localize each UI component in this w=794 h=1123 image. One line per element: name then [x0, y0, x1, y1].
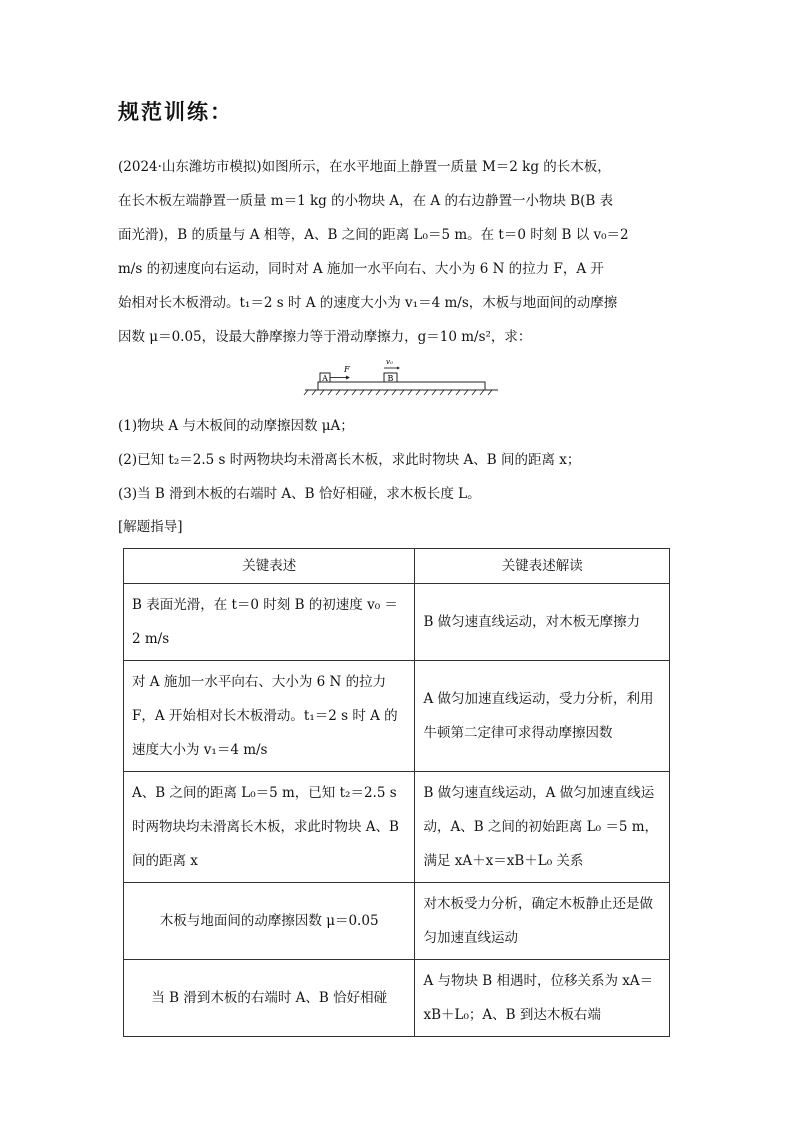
- block-a-label: A: [322, 374, 328, 383]
- block-b-label: B: [387, 374, 394, 383]
- velocity-label: v₀: [386, 358, 393, 366]
- table-row: [124, 661, 670, 772]
- force-arrowhead: [346, 376, 350, 380]
- question-3: (3)当 B 滑到木板的右端时 A、B 恰好相碰，求木板长度 L。: [118, 486, 481, 502]
- section-heading: 规范训练：: [118, 100, 233, 124]
- table-cell: 当 B 滑到木板的右端时 A、B 恰好相碰: [124, 960, 415, 1037]
- table-header: 关键表述: [124, 549, 415, 584]
- table-cell: 木板与地面间的动摩擦因数 μ＝0.05: [124, 883, 415, 960]
- question-1: (1)物块 A 与木板间的动摩擦因数 μA；: [118, 418, 354, 434]
- table-header: 关键表述解读: [415, 549, 670, 584]
- ground-hatch: [304, 390, 492, 395]
- table-header-row: [124, 549, 670, 584]
- problem-statement: [118, 150, 678, 354]
- table-cell: 对 A 施加一水平向右、大小为 6 N 的拉力 F，A 开始相对长木板滑动。t₁＝2 s 时 A 的速度大小为 v₁＝4 m/s: [124, 661, 415, 772]
- table-cell: A、B 之间的距离 L₀＝5 m，已知 t₂＝2.5 s 时两物块均未滑离长木板，求此时物块 A、B 间的距离 x: [124, 772, 415, 883]
- force-label: F: [344, 365, 350, 374]
- table-cell: B 做匀速直线运动，A 做匀加速直线运动，A、B 之间的初始距离 L₀ ＝5 m，满足 xA＋x＝xB＋L₀ 关系: [415, 772, 670, 883]
- guide-table: [123, 548, 670, 1037]
- long-board: [318, 382, 485, 390]
- guide-label: [解题指导]: [118, 519, 183, 535]
- physics-figure: [300, 355, 500, 400]
- problem-line: 在长木板左端静置一质量 m＝1 kg 的小物块 A，在 A 的右边静置一小物块 B(B 表: [118, 193, 614, 209]
- table-row: [124, 883, 670, 960]
- table-row: [124, 772, 670, 883]
- problem-line: 因数 μ＝0.05，设最大静摩擦力等于滑动摩擦力，g＝10 m/s²，求：: [118, 329, 532, 345]
- table-row: [124, 584, 670, 661]
- velocity-arrowhead: [397, 367, 400, 370]
- question-2: (2)已知 t₂＝2.5 s 时两物块均未滑离长木板，求此时物块 A、B 间的距离 x；: [118, 452, 581, 468]
- problem-line: m/s 的初速度向右运动，同时对 A 施加一水平向右、大小为 6 N 的拉力 F，A 开: [118, 261, 604, 277]
- table-cell: 对木板受力分析，确定木板静止还是做匀加速直线运动: [415, 883, 670, 960]
- table-cell: B 做匀速直线运动，对木板无摩擦力: [415, 584, 670, 661]
- table-row: [124, 960, 670, 1037]
- table-cell: A 与物块 B 相遇时，位移关系为 xA＝xB＋L₀；A、B 到达木板右端: [415, 960, 670, 1037]
- problem-line: (2024·山东潍坊市模拟)如图所示，在水平地面上静置一质量 M＝2 kg 的长木板，: [118, 159, 611, 175]
- table-cell: B 表面光滑，在 t＝0 时刻 B 的初速度 v₀ ＝2 m/s: [124, 584, 415, 661]
- problem-line: 面光滑)，B 的质量与 A 相等，A、B 之间的距离 L₀＝5 m。在 t＝0 时刻 B 以 v₀＝2: [118, 227, 629, 243]
- problem-line: 始相对长木板滑动。t₁＝2 s 时 A 的速度大小为 v₁＝4 m/s，木板与地面间的动摩擦: [118, 295, 618, 311]
- table-cell: A 做匀加速直线运动，受力分析，利用牛顿第二定律可求得动摩擦因数: [415, 661, 670, 772]
